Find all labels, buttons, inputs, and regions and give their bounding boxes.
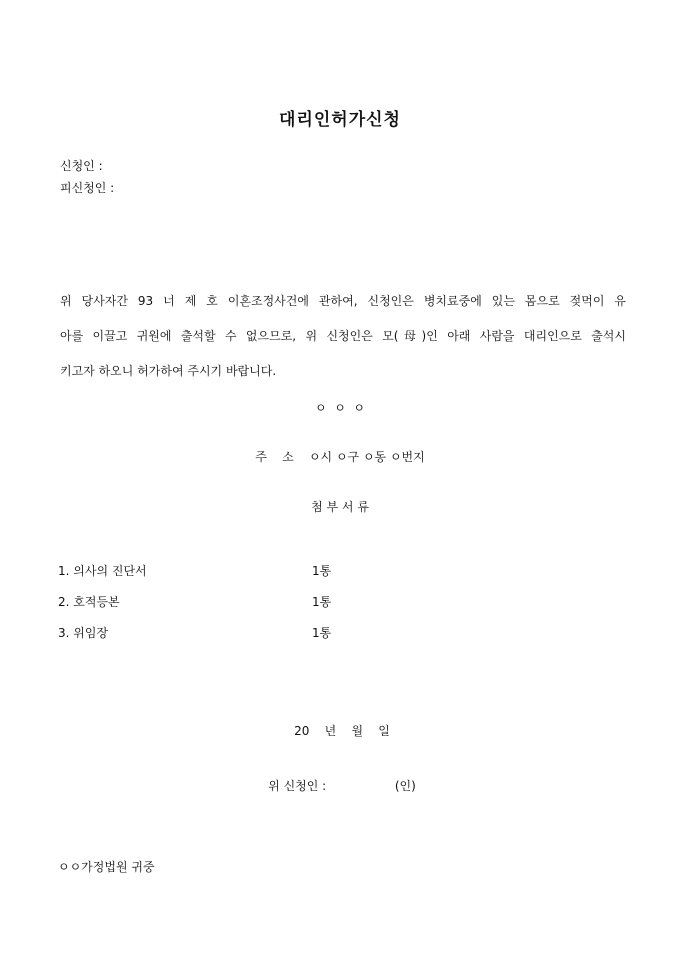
filing-date: 20 년 월 일 xyxy=(294,724,390,738)
attachments-title: 첨 부 서 류 xyxy=(311,500,369,514)
signature-line: 위 신청인 : (인) xyxy=(268,779,416,793)
agent-address: 주 소 ㅇ시 ㅇ구 ㅇ동 ㅇ번지 xyxy=(255,450,425,464)
respondent-label: 피신청인 : xyxy=(60,181,115,195)
attachment-label: 2. 호적등본 xyxy=(58,595,120,609)
body-line-2: 아를 이끌고 귀원에 출석할 수 없으므로, 위 신청인은 모(母)인 아래 사람을 대리인으로 출석시 xyxy=(60,329,626,343)
court-addressee: ㅇㅇ가정법원 귀중 xyxy=(58,860,155,874)
body-line-3: 키고자 하오니 허가하여 주시기 바랍니다. xyxy=(60,364,277,378)
agent-name: ㅇ ㅇ ㅇ xyxy=(314,401,366,415)
attachment-label: 3. 위임장 xyxy=(58,626,109,640)
applicant-label: 신청인 : xyxy=(60,159,103,173)
attachment-qty: 1통 xyxy=(312,564,332,578)
attachment-label: 1. 의사의 진단서 xyxy=(58,564,147,578)
body-line-1: 위 당사자간 93 너 제 호 이혼조정사건에 관하여, 신청인은 병치료중에 있는 몸으로 젖먹이 유 xyxy=(60,294,626,308)
attachment-qty: 1통 xyxy=(312,595,332,609)
attachment-qty: 1통 xyxy=(312,626,332,640)
document-title: 대리인허가신청 xyxy=(279,110,401,130)
